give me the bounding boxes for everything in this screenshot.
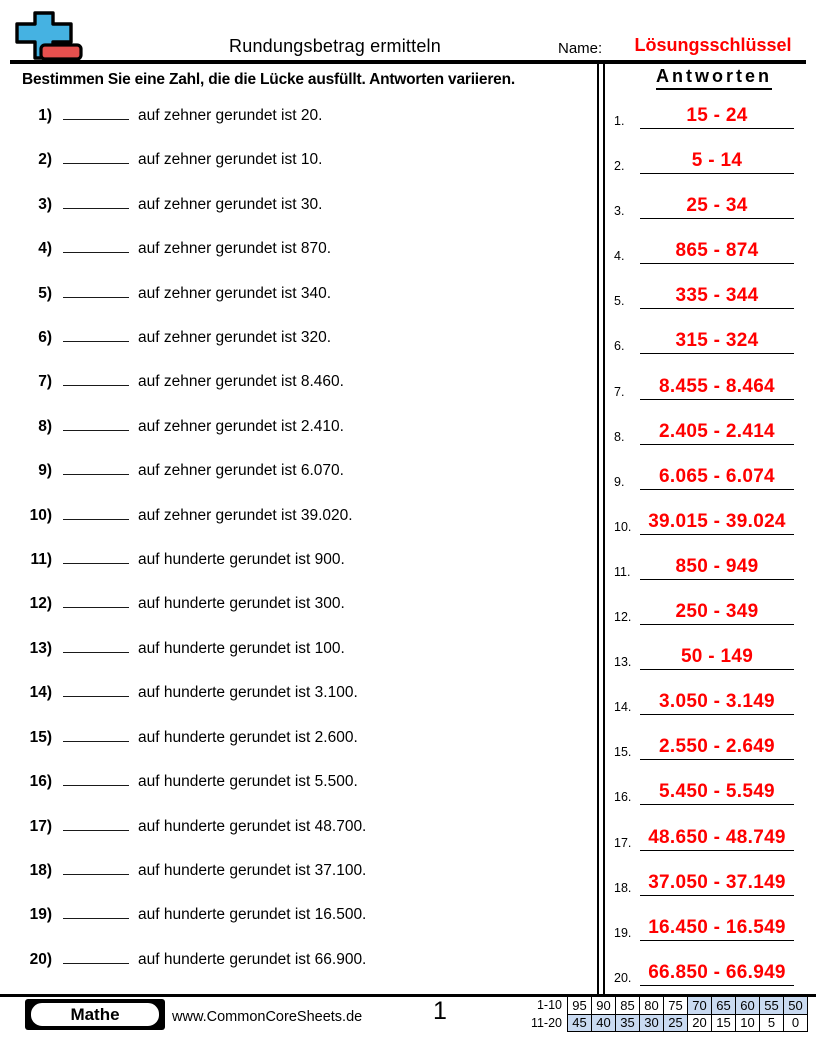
- subject-label: Mathe: [29, 1001, 161, 1028]
- problem-text: auf zehner gerundet ist 320.: [138, 329, 332, 347]
- problem-number: 9): [38, 462, 52, 480]
- answer-number: 13.: [614, 655, 632, 670]
- answer-row: [614, 778, 794, 805]
- problem-number: 1): [38, 107, 52, 124]
- answer-blank[interactable]: [63, 193, 129, 209]
- answer-line: [640, 872, 794, 896]
- problem-number: 7): [38, 373, 52, 391]
- answer-line: [640, 962, 794, 986]
- problem-number: 15): [29, 728, 52, 746]
- problem-text: auf zehner gerundet ist 20.: [138, 107, 323, 124]
- problem-number: 14): [29, 684, 52, 702]
- answer-number: 2.: [614, 159, 625, 174]
- answer-line: [640, 105, 794, 129]
- answer-number: 11.: [614, 564, 631, 579]
- answer-number: 6.: [614, 339, 625, 354]
- page-title: Rundungsbetrag ermitteln: [229, 36, 441, 56]
- problem-text: auf hunderte gerundet ist 48.700.: [138, 817, 367, 835]
- grading-cell: 65: [712, 997, 736, 1015]
- answer-value: 6.065 - 6.074: [659, 465, 775, 487]
- answer-blank[interactable]: [63, 903, 129, 919]
- answer-number: 3.: [614, 204, 625, 219]
- problem-number: 17): [29, 817, 52, 835]
- answer-value: 66.850 - 66.949: [648, 961, 786, 983]
- problem-text: auf zehner gerundet ist 2.410.: [138, 417, 344, 435]
- answer-number: 10.: [614, 519, 632, 534]
- problem-row: [0, 903, 592, 923]
- answer-line: [640, 511, 794, 535]
- answer-row: [614, 643, 794, 670]
- answer-line: [640, 646, 794, 670]
- answer-value: 16.450 - 16.549: [648, 916, 786, 938]
- grading-cell: 85: [616, 997, 640, 1015]
- answer-blank[interactable]: [63, 726, 129, 742]
- grading-cell: 75: [664, 997, 688, 1015]
- answer-number: 12.: [614, 610, 632, 625]
- grading-cell: 45: [568, 1014, 592, 1032]
- answer-number: 15.: [614, 745, 632, 760]
- grading-row-label: 1-10: [536, 998, 562, 1013]
- answer-line: [640, 556, 794, 580]
- answer-line: [640, 736, 794, 760]
- answer-blank[interactable]: [63, 370, 129, 386]
- answer-blank[interactable]: [63, 770, 129, 786]
- answer-value: 2.550 - 2.649: [659, 736, 775, 758]
- answer-row: [614, 463, 794, 490]
- problem-row: [0, 415, 592, 435]
- problem-text: auf hunderte gerundet ist 16.500.: [138, 906, 367, 924]
- answer-blank[interactable]: [63, 504, 129, 520]
- answer-value: 335 - 344: [675, 285, 759, 307]
- problem-number: 19): [29, 906, 52, 924]
- grading-cell: 10: [736, 1014, 760, 1032]
- problem-text: auf hunderte gerundet ist 5.500.: [138, 773, 358, 791]
- answer-line: [640, 781, 794, 805]
- answer-key-label: Lösungsschlüssel: [634, 35, 792, 55]
- answer-number: 9.: [614, 474, 625, 489]
- problem-text: auf zehner gerundet ist 39.020.: [138, 506, 353, 524]
- grading-row: [508, 997, 808, 1015]
- problem-text: auf zehner gerundet ist 870.: [138, 240, 332, 258]
- answers-column: [606, 66, 816, 985]
- problem-text: auf hunderte gerundet ist 66.900.: [138, 950, 367, 968]
- answer-number: 16.: [614, 790, 632, 805]
- problem-row: [0, 681, 592, 701]
- problem-row: [0, 459, 592, 479]
- answer-blank[interactable]: [63, 282, 129, 298]
- grading-cell: 30: [640, 1014, 664, 1032]
- grading-cell: 20: [688, 1014, 712, 1032]
- answer-blank[interactable]: [63, 326, 129, 342]
- answer-line: [640, 827, 794, 851]
- answer-value: 39.015 - 39.024: [648, 510, 786, 532]
- answer-blank[interactable]: [63, 548, 129, 564]
- answer-value: 48.650 - 48.749: [648, 826, 786, 848]
- answer-row: [614, 959, 794, 986]
- problem-list: [0, 104, 592, 968]
- problem-row: [0, 637, 592, 657]
- answer-blank[interactable]: [63, 637, 129, 653]
- website-link[interactable]: www.CommonCoreSheets.de: [172, 1009, 363, 1025]
- answer-line: [640, 285, 794, 309]
- problem-number: 18): [29, 861, 52, 879]
- answer-line: [640, 601, 794, 625]
- problem-number: 8): [38, 417, 52, 435]
- answer-row: [614, 102, 794, 129]
- answer-number: 18.: [614, 880, 632, 895]
- answer-number: 20.: [614, 970, 632, 985]
- answer-row: [614, 282, 794, 309]
- answer-blank[interactable]: [63, 148, 129, 164]
- answer-row: [614, 824, 794, 851]
- problem-number: 20): [29, 950, 52, 968]
- grading-cell: 50: [784, 997, 808, 1015]
- answers-list: [614, 102, 794, 986]
- problem-number: 3): [38, 195, 52, 213]
- grading-cell: 70: [688, 997, 712, 1015]
- answer-row: [614, 327, 794, 354]
- problem-number: 16): [29, 773, 52, 791]
- problem-text: auf hunderte gerundet ist 3.100.: [138, 684, 358, 702]
- problem-row: [0, 370, 592, 390]
- answer-row: [614, 418, 794, 445]
- problem-text: auf hunderte gerundet ist 2.600.: [138, 728, 358, 746]
- problem-number: 4): [38, 240, 52, 258]
- answer-number: 19.: [614, 925, 632, 940]
- problem-text: auf zehner gerundet ist 340.: [138, 284, 332, 302]
- grading-cell: 15: [712, 1014, 736, 1032]
- answer-row: [614, 869, 794, 896]
- problem-number: 10): [29, 506, 52, 524]
- answer-blank[interactable]: [63, 237, 129, 253]
- grading-row-label: 11-20: [530, 1015, 562, 1030]
- instruction-text: Bestimmen Sie eine Zahl, die die Lücke ausfüllt. Antworten variieren.: [22, 71, 515, 88]
- answer-number: 5.: [614, 294, 625, 309]
- grading-cell: 0: [784, 1014, 808, 1032]
- problem-row: [0, 948, 592, 968]
- name-label: Name:: [558, 40, 603, 57]
- problem-row: [0, 770, 592, 790]
- problem-text: auf hunderte gerundet ist 900.: [138, 551, 345, 569]
- problem-text: auf zehner gerundet ist 10.: [138, 151, 323, 169]
- problem-number: 2): [38, 151, 52, 169]
- answer-line: [640, 195, 794, 219]
- problem-number: 13): [29, 639, 52, 657]
- header-divider: [10, 60, 806, 64]
- answer-number: 17.: [614, 835, 632, 850]
- answer-value: 250 - 349: [675, 601, 759, 623]
- answer-blank[interactable]: [63, 415, 129, 431]
- answer-value: 5.450 - 5.549: [659, 781, 775, 803]
- answer-blank[interactable]: [63, 859, 129, 875]
- answer-number: 4.: [614, 249, 625, 264]
- problem-text: auf hunderte gerundet ist 37.100.: [138, 861, 367, 879]
- answer-blank[interactable]: [63, 592, 129, 608]
- answer-line: [640, 376, 794, 400]
- answer-blank[interactable]: [63, 815, 129, 831]
- answer-blank[interactable]: [63, 104, 129, 120]
- answer-line: [640, 691, 794, 715]
- answer-value: 850 - 949: [675, 555, 759, 577]
- problem-text: auf zehner gerundet ist 30.: [138, 195, 323, 213]
- answer-row: [614, 553, 794, 580]
- answer-row: [614, 914, 794, 941]
- answer-value: 5 - 14: [691, 150, 743, 172]
- answer-blank[interactable]: [63, 948, 129, 964]
- answer-row: [614, 598, 794, 625]
- problem-row: [0, 193, 592, 213]
- problem-number: 6): [38, 329, 52, 347]
- answers-heading: Antworten: [606, 66, 816, 90]
- answer-value: 25 - 34: [686, 195, 748, 217]
- answer-value: 37.050 - 37.149: [648, 871, 786, 893]
- problem-text: auf zehner gerundet ist 6.070.: [138, 462, 344, 480]
- answer-line: [640, 917, 794, 941]
- answer-row: [614, 733, 794, 760]
- problem-row: [0, 548, 592, 568]
- problem-row: [0, 104, 592, 124]
- page-number: 1: [433, 997, 447, 1025]
- answer-value: 2.405 - 2.414: [659, 420, 775, 442]
- answer-blank[interactable]: [63, 681, 129, 697]
- answer-value: 15 - 24: [686, 105, 748, 126]
- answer-line: [640, 421, 794, 445]
- grading-cell: 90: [592, 997, 616, 1015]
- answer-number: 14.: [614, 700, 632, 715]
- answer-row: [614, 192, 794, 219]
- answer-number: 1.: [614, 114, 625, 128]
- problem-row: [0, 237, 592, 257]
- grading-cell: 80: [640, 997, 664, 1015]
- column-divider: [597, 63, 605, 995]
- problem-number: 12): [29, 595, 52, 613]
- problem-text: auf hunderte gerundet ist 300.: [138, 595, 345, 613]
- grading-cell: 95: [568, 997, 592, 1015]
- answer-blank[interactable]: [63, 459, 129, 475]
- grading-cell: 35: [616, 1014, 640, 1032]
- problem-row: [0, 592, 592, 612]
- answer-line: [640, 330, 794, 354]
- answer-line: [640, 150, 794, 174]
- problem-row: [0, 148, 592, 168]
- commoncoresheets-logo-icon: [14, 11, 90, 63]
- answer-value: 865 - 874: [675, 240, 759, 262]
- answer-row: [614, 508, 794, 535]
- problem-row: [0, 859, 592, 879]
- answer-value: 315 - 324: [675, 330, 759, 352]
- answer-number: 7.: [614, 384, 625, 399]
- problem-text: auf hunderte gerundet ist 100.: [138, 639, 345, 657]
- problem-row: [0, 326, 592, 346]
- answer-row: [614, 147, 794, 174]
- grading-cell: 55: [760, 997, 784, 1015]
- grading-scale-table: [508, 996, 808, 1032]
- problem-row: [0, 282, 592, 302]
- answer-row: [614, 237, 794, 264]
- answer-line: [640, 240, 794, 264]
- grading-row: [508, 1014, 808, 1032]
- answer-value: 3.050 - 3.149: [659, 691, 775, 713]
- answer-value: 50 - 149: [680, 646, 754, 668]
- grading-cell: 5: [760, 1014, 784, 1032]
- answer-row: [614, 688, 794, 715]
- answer-row: [614, 373, 794, 400]
- grading-cell: 40: [592, 1014, 616, 1032]
- problem-row: [0, 815, 592, 835]
- problem-row: [0, 504, 592, 524]
- grading-cell: 60: [736, 997, 760, 1015]
- answer-line: [640, 466, 794, 490]
- problem-number: 5): [38, 284, 52, 302]
- grading-cell: 25: [664, 1014, 688, 1032]
- answer-value: 8.455 - 8.464: [659, 375, 775, 397]
- problem-row: [0, 726, 592, 746]
- subject-badge: [25, 999, 165, 1030]
- problem-number: 11): [30, 551, 52, 569]
- problem-text: auf zehner gerundet ist 8.460.: [138, 373, 344, 391]
- answer-number: 8.: [614, 429, 625, 444]
